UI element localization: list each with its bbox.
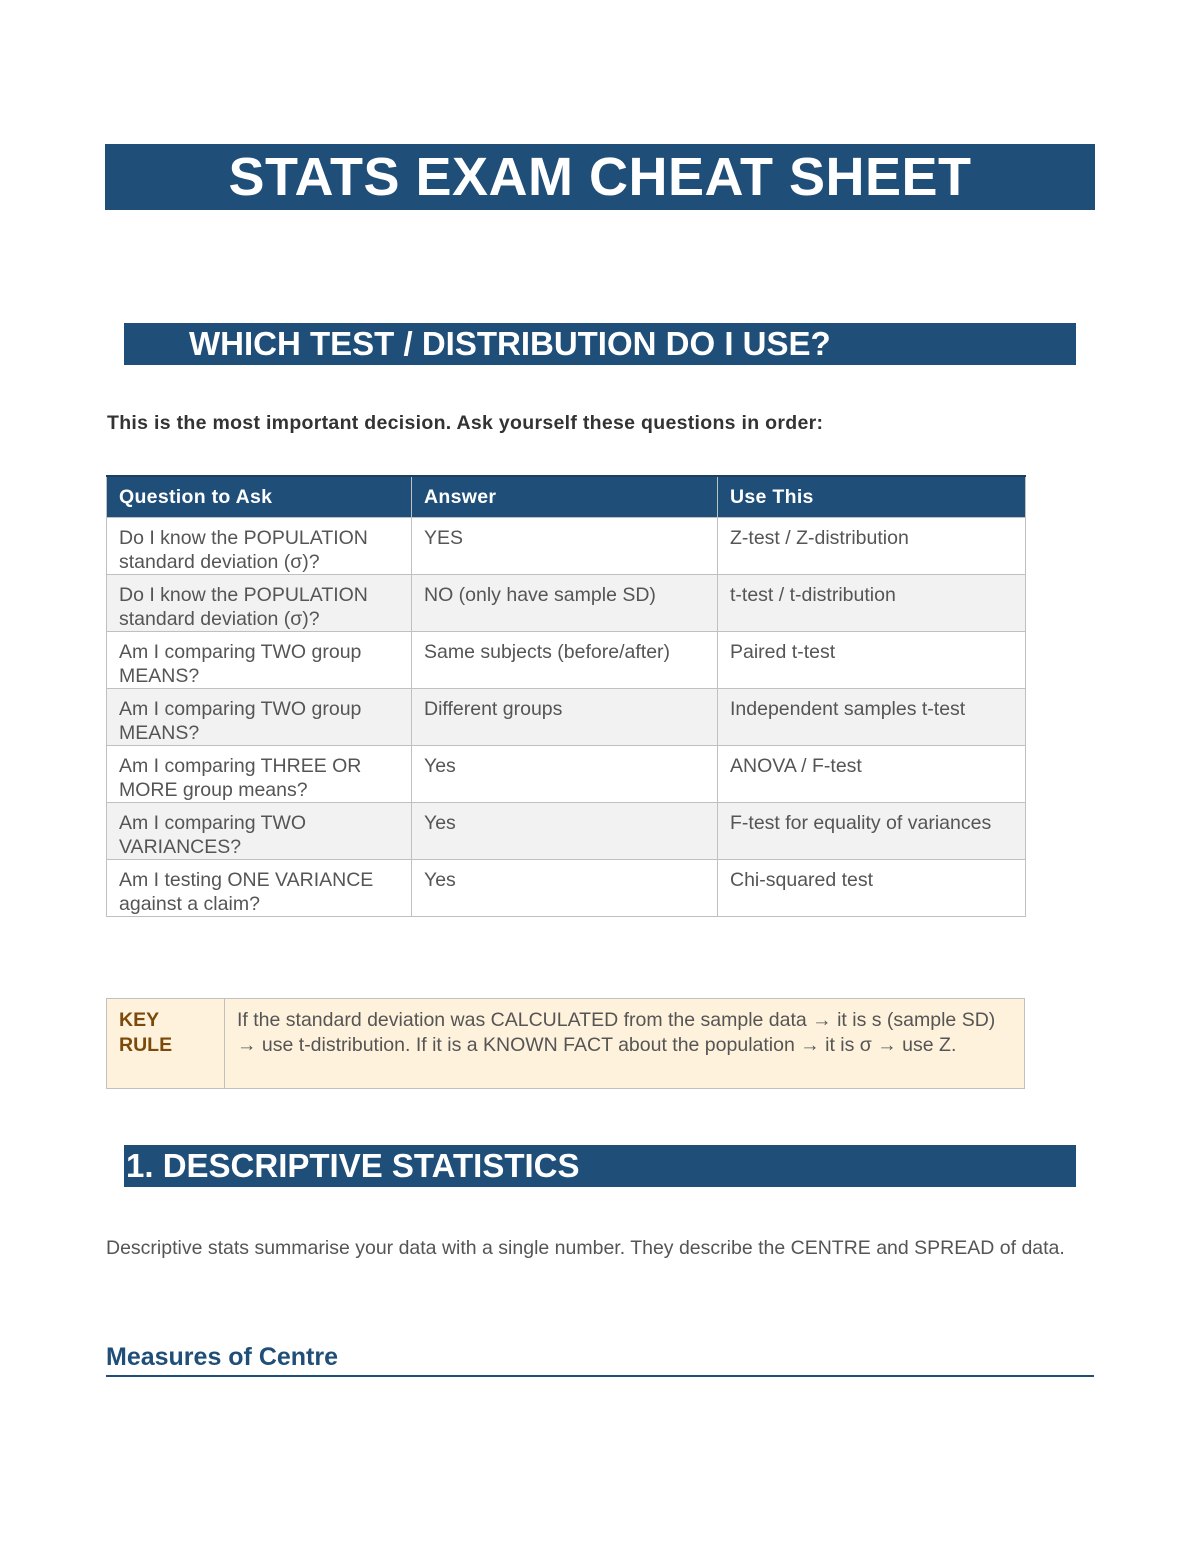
answer-cell: Yes <box>412 860 718 917</box>
use-this-cell: ANOVA / F-test <box>718 746 1026 803</box>
use-this-cell: t-test / t-distribution <box>718 575 1026 632</box>
use-this-cell: Paired t-test <box>718 632 1026 689</box>
question-cell: Am I comparing TWO group MEANS? <box>107 689 412 746</box>
table-header-row <box>107 476 1026 518</box>
table-row <box>107 575 1026 632</box>
section-banner-which-test <box>124 323 1076 365</box>
use-this-cell: F-test for equality of variances <box>718 803 1026 860</box>
answer-cell: YES <box>412 518 718 575</box>
key-rule-callout <box>106 998 1025 1089</box>
question-cell: Do I know the POPULATION standard deviation (σ)? <box>107 575 412 632</box>
table-row <box>107 632 1026 689</box>
question-cell: Am I comparing TWO group MEANS? <box>107 632 412 689</box>
answer-cell: Yes <box>412 803 718 860</box>
key-rule-row <box>107 999 1025 1089</box>
question-cell: Am I comparing TWO VARIANCES? <box>107 803 412 860</box>
table-row <box>107 689 1026 746</box>
table-row <box>107 860 1026 917</box>
question-cell: Am I testing ONE VARIANCE against a claim? <box>107 860 412 917</box>
section-banner-descriptive <box>124 1145 1076 1187</box>
section-heading-descriptive: 1. DESCRIPTIVE STATISTICS <box>126 1147 580 1184</box>
title-banner <box>105 144 1095 210</box>
table-row <box>107 803 1026 860</box>
answer-cell: Different groups <box>412 689 718 746</box>
table-row <box>107 518 1026 575</box>
question-cell: Do I know the POPULATION standard deviation (σ)? <box>107 518 412 575</box>
use-this-cell: Chi-squared test <box>718 860 1026 917</box>
table-row <box>107 746 1026 803</box>
section-heading-which-test: WHICH TEST / DISTRIBUTION DO I USE? <box>189 325 831 362</box>
question-cell: Am I comparing THREE OR MORE group means? <box>107 746 412 803</box>
use-this-cell: Z-test / Z-distribution <box>718 518 1026 575</box>
column-header-use-this: Use This <box>718 476 1026 518</box>
answer-cell: NO (only have sample SD) <box>412 575 718 632</box>
use-this-cell: Independent samples t-test <box>718 689 1026 746</box>
answer-cell: Same subjects (before/after) <box>412 632 718 689</box>
key-rule-text: If the standard deviation was CALCULATED from the sample data → it is s (sample SD) → use t-distribution. If it is a KNOWN FACT about the population → it is σ → use Z. <box>225 999 1025 1089</box>
column-header-answer: Answer <box>412 476 718 518</box>
descriptive-text: Descriptive stats summarise your data with a single number. They describe the CENTRE and SPREAD of data. <box>106 1237 1065 1259</box>
column-header-question: Question to Ask <box>107 476 412 518</box>
page-title: STATS EXAM CHEAT SHEET <box>228 147 972 207</box>
subheading-measures-of-centre: Measures of Centre <box>106 1343 1094 1377</box>
decision-table <box>106 475 1026 917</box>
key-rule-label: KEY RULE <box>107 999 225 1089</box>
answer-cell: Yes <box>412 746 718 803</box>
intro-text: This is the most important decision. Ask yourself these questions in order: <box>107 412 824 434</box>
